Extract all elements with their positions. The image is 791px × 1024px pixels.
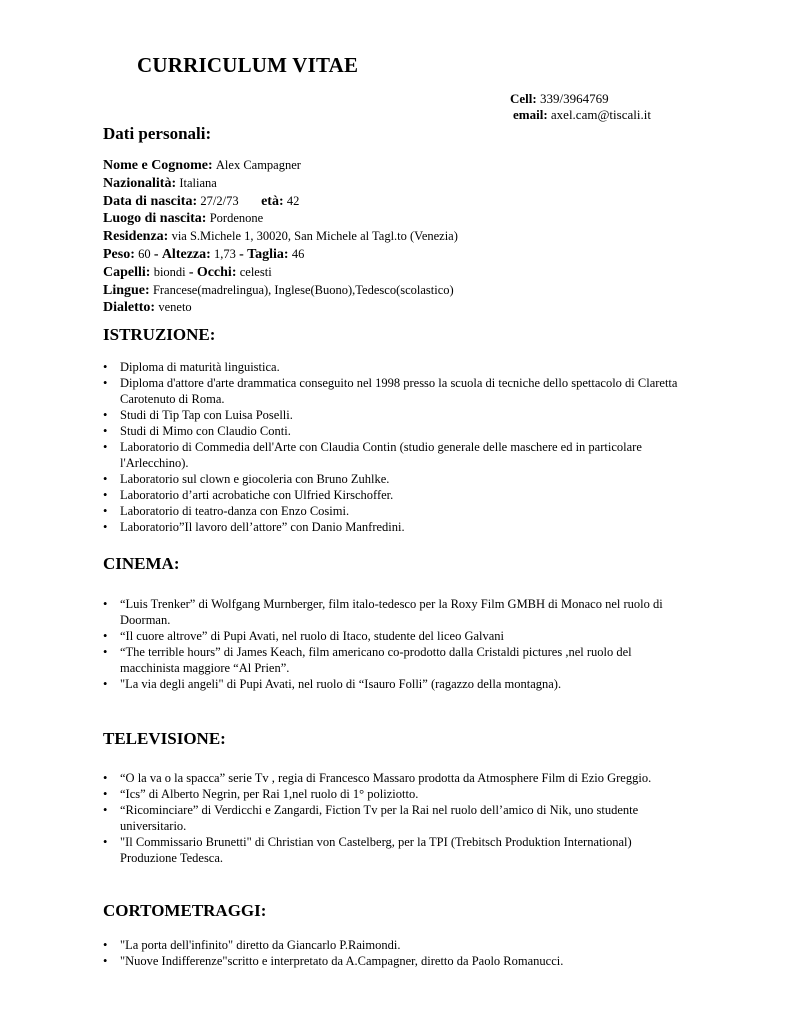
section-tv-heading: TELEVISIONE: [103, 729, 226, 748]
section-cinema-heading: CINEMA: [103, 554, 180, 573]
list-item: • Studi di Tip Tap con Luisa Poselli. [103, 407, 683, 423]
contact-block [510, 91, 651, 123]
list-item: • Studi di Mimo con Claudio Conti. [103, 423, 683, 439]
cell-value: 339/3964769 [539, 91, 609, 106]
age-label: età: [261, 193, 284, 209]
email-label: email: [513, 107, 548, 122]
weight-label: Peso: [103, 246, 135, 262]
document-title: CURRICULUM VITAE [137, 53, 359, 77]
size-value: 46 [291, 246, 305, 261]
eyes-label: Occhi: [196, 264, 237, 280]
section-personal-heading: Dati personali: [103, 124, 212, 143]
shorts-list [103, 937, 683, 969]
weight-value: 60 [138, 246, 151, 261]
list-item: • “Ricominciare” di Verdicchi e Zangardi, Fiction Tv per la Rai nel ruolo dell’amico di Nik, uno studente universitario. [103, 802, 683, 834]
list-item: • "Nuove Indifferenze"scritto e interpretato da A.Campagner, diretto da Paolo Romanucci. [103, 953, 683, 969]
list-item: • Diploma d'attore d'arte drammatica conseguito nel 1998 presso la scuola di tecniche dello spettacolo di Claretta Carotenuto di Roma. [103, 375, 683, 407]
list-item: • "Il Commissario Brunetti" di Christian von Castelberg, per la TPI (Trebitsch Produktion International) Produzione Tedesca. [103, 834, 683, 866]
personal-languages-row [103, 282, 458, 300]
section-education-heading: ISTRUZIONE: [103, 325, 216, 344]
residence-value: via S.Michele 1, 30020, San Michele al Tagl.to (Venezia) [171, 229, 458, 244]
personal-data [103, 157, 458, 317]
list-item: • “Luis Trenker” di Wolfgang Murnberger, film italo-tedesco per la Roxy Film GMBH di Monaco nel ruolo di Doorman. [103, 596, 683, 628]
separator: - [153, 246, 159, 262]
birthplace-value: Pordenone [209, 211, 264, 226]
list-item: • “Ics” di Alberto Negrin, per Rai 1,nel ruolo di 1° poliziotto. [103, 786, 683, 802]
section-shorts-heading: CORTOMETRAGGI: [103, 901, 267, 920]
personal-nationality-row [103, 175, 458, 193]
height-label: Altezza: [161, 246, 211, 262]
tv-list [103, 770, 683, 866]
personal-birthplace-row [103, 210, 458, 228]
personal-name-row [103, 157, 458, 175]
list-item: • Laboratorio di Commedia dell'Arte con Claudia Contin (studio generale delle maschere ed in particolare l'Arlecchino). [103, 439, 683, 471]
personal-dob-row [103, 193, 458, 211]
size-label: Taglia: [247, 246, 289, 262]
list-item: • Laboratorio sul clown e giocoleria con Bruno Zuhlke. [103, 471, 683, 487]
languages-value: Francese(madrelingua), Inglese(Buono),Tedesco(scolastico) [152, 282, 454, 297]
residence-label: Residenza: [103, 229, 169, 245]
list-item: • “Il cuore altrove” di Pupi Avati, nel ruolo di Itaco, studente del liceo Galvani [103, 628, 683, 644]
height-value: 1,73 [214, 246, 236, 261]
cell-row [510, 91, 651, 107]
dob-label: Data di nascita: [103, 193, 198, 209]
name-value: Alex Campagner [215, 158, 301, 172]
separator: - [239, 246, 244, 262]
list-item: • “The terrible hours” di James Keach, film americano co-prodotto dalla Cristaldi pictures ,nel ruolo del macchinista maggiore “Al Prien”. [103, 644, 683, 676]
eyes-value: celesti [239, 264, 272, 279]
hair-label: Capelli: [103, 264, 151, 280]
list-item: • “O la va o la spacca” serie Tv , regia di Francesco Massaro prodotta da Atmosphere Film di Ezio Greggio. [103, 770, 683, 786]
list-item: • Laboratorio d’arti acrobatiche con Ulfried Kirschoffer. [103, 487, 683, 503]
email-row [510, 107, 651, 123]
cell-label: Cell: [510, 91, 537, 106]
list-item: • "La via degli angeli" di Pupi Avati, nel ruolo di “Isauro Folli” (ragazzo della montagna). [103, 676, 683, 692]
dialect-value: veneto [158, 300, 192, 315]
email-value: axel.cam@tiscali.it [550, 107, 651, 122]
list-item: • Laboratorio”Il lavoro dell’attore” con Danio Manfredini. [103, 519, 683, 535]
personal-dialect-row [103, 299, 458, 317]
nationality-value: Italiana [179, 175, 217, 190]
separator: - [188, 264, 194, 280]
dob-value: 27/2/73 [200, 193, 239, 208]
education-list [103, 359, 683, 535]
cinema-list [103, 596, 683, 692]
hair-value: biondi [153, 264, 186, 279]
list-item: • "La porta dell'infinito" diretto da Giancarlo P.Raimondi. [103, 937, 683, 953]
name-label: Nome e Cognome: [103, 158, 213, 173]
dialect-label: Dialetto: [103, 300, 156, 316]
personal-hair-row [103, 264, 458, 282]
age-value: 42 [286, 193, 300, 208]
list-item: • Laboratorio di teatro-danza con Enzo Cosimi. [103, 503, 683, 519]
nationality-label: Nazionalità: [103, 175, 177, 191]
list-item: • Diploma di maturità linguistica. [103, 359, 683, 375]
languages-label: Lingue: [103, 282, 150, 298]
birthplace-label: Luogo di nascita: [103, 211, 207, 227]
personal-residence-row [103, 228, 458, 246]
personal-body-row [103, 246, 458, 264]
